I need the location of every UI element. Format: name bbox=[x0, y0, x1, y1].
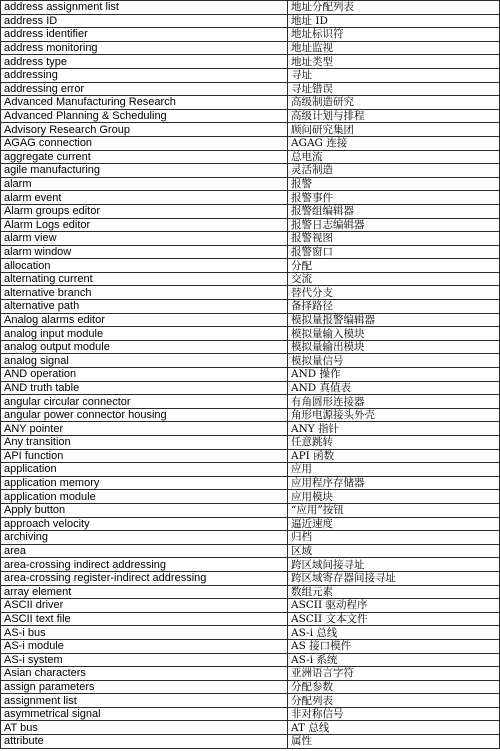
english-term-cell: AND operation bbox=[1, 368, 288, 382]
table-row bbox=[1, 571, 500, 585]
english-term-cell: alternating current bbox=[1, 272, 288, 286]
table-row bbox=[1, 531, 500, 545]
english-term-cell: attribute bbox=[1, 735, 288, 749]
chinese-term-cell: 报警视图 bbox=[288, 232, 500, 246]
table-row bbox=[1, 300, 500, 314]
table-row bbox=[1, 82, 500, 96]
chinese-term-cell: 报警 bbox=[288, 177, 500, 191]
english-term-cell: address monitoring bbox=[1, 41, 288, 55]
english-term-cell: addressing bbox=[1, 68, 288, 82]
table-row bbox=[1, 354, 500, 368]
chinese-term-cell: 角形电源接头外壳 bbox=[288, 408, 500, 422]
table-row bbox=[1, 191, 500, 205]
chinese-term-cell: AS-i 系统 bbox=[288, 653, 500, 667]
table-row bbox=[1, 204, 500, 218]
chinese-term-cell: AS 接口模件 bbox=[288, 639, 500, 653]
table-row bbox=[1, 490, 500, 504]
english-term-cell: Analog alarms editor bbox=[1, 313, 288, 327]
table-row bbox=[1, 340, 500, 354]
english-term-cell: addressing error bbox=[1, 82, 288, 96]
english-term-cell: analog signal bbox=[1, 354, 288, 368]
table-row bbox=[1, 41, 500, 55]
english-term-cell: angular circular connector bbox=[1, 395, 288, 409]
english-term-cell: archiving bbox=[1, 531, 288, 545]
chinese-term-cell: AS-i 总线 bbox=[288, 626, 500, 640]
english-term-cell: AND truth table bbox=[1, 381, 288, 395]
table-row bbox=[1, 327, 500, 341]
chinese-term-cell: 应用 bbox=[288, 463, 500, 477]
english-term-cell: alternative branch bbox=[1, 286, 288, 300]
chinese-term-cell: API 函数 bbox=[288, 449, 500, 463]
table-row bbox=[1, 422, 500, 436]
table-row bbox=[1, 694, 500, 708]
table-row bbox=[1, 259, 500, 273]
table-row bbox=[1, 476, 500, 490]
english-term-cell: area-crossing indirect addressing bbox=[1, 558, 288, 572]
table-row bbox=[1, 626, 500, 640]
english-term-cell: assignment list bbox=[1, 694, 288, 708]
chinese-term-cell: 替代分支 bbox=[288, 286, 500, 300]
chinese-term-cell: 模拟量报警编辑器 bbox=[288, 313, 500, 327]
chinese-term-cell: 亚洲语言字符 bbox=[288, 667, 500, 681]
table-row bbox=[1, 735, 500, 749]
table-row bbox=[1, 408, 500, 422]
table-row bbox=[1, 544, 500, 558]
english-term-cell: AS-i system bbox=[1, 653, 288, 667]
chinese-term-cell: 非对称信号 bbox=[288, 707, 500, 721]
chinese-term-cell: ANY 指针 bbox=[288, 422, 500, 436]
english-term-cell: ASCII text file bbox=[1, 612, 288, 626]
table-row bbox=[1, 55, 500, 69]
table-row bbox=[1, 164, 500, 178]
english-term-cell: asymmetrical signal bbox=[1, 707, 288, 721]
chinese-term-cell: 寻址错误 bbox=[288, 82, 500, 96]
table-row bbox=[1, 599, 500, 613]
table-row bbox=[1, 503, 500, 517]
glossary-body bbox=[1, 1, 500, 749]
table-row bbox=[1, 653, 500, 667]
english-term-cell: alternative path bbox=[1, 300, 288, 314]
chinese-term-cell: 地址分配列表 bbox=[288, 1, 500, 15]
english-term-cell: allocation bbox=[1, 259, 288, 273]
table-row bbox=[1, 28, 500, 42]
chinese-term-cell: AGAG 连接 bbox=[288, 136, 500, 150]
table-row bbox=[1, 395, 500, 409]
chinese-term-cell: 区域 bbox=[288, 544, 500, 558]
chinese-term-cell: 地址标识符 bbox=[288, 28, 500, 42]
english-term-cell: alarm bbox=[1, 177, 288, 191]
english-term-cell: Any transition bbox=[1, 436, 288, 450]
english-term-cell: API function bbox=[1, 449, 288, 463]
chinese-term-cell: 跨区域间接寻址 bbox=[288, 558, 500, 572]
table-row bbox=[1, 177, 500, 191]
table-row bbox=[1, 381, 500, 395]
chinese-term-cell: 跨区域寄存器间接寻址 bbox=[288, 571, 500, 585]
english-term-cell: AGAG connection bbox=[1, 136, 288, 150]
table-row bbox=[1, 150, 500, 164]
table-row bbox=[1, 245, 500, 259]
table-row bbox=[1, 721, 500, 735]
english-term-cell: ASCII driver bbox=[1, 599, 288, 613]
english-term-cell: address assignment list bbox=[1, 1, 288, 15]
chinese-term-cell: 寻址 bbox=[288, 68, 500, 82]
table-row bbox=[1, 558, 500, 572]
english-term-cell: application bbox=[1, 463, 288, 477]
chinese-term-cell: AT 总线 bbox=[288, 721, 500, 735]
chinese-term-cell: 总电流 bbox=[288, 150, 500, 164]
chinese-term-cell: 任意跳转 bbox=[288, 436, 500, 450]
table-row bbox=[1, 109, 500, 123]
english-term-cell: AT bus bbox=[1, 721, 288, 735]
english-term-cell: address identifier bbox=[1, 28, 288, 42]
chinese-term-cell: 数组元素 bbox=[288, 585, 500, 599]
table-row bbox=[1, 272, 500, 286]
english-term-cell: Advanced Planning & Scheduling bbox=[1, 109, 288, 123]
chinese-term-cell: “应用”按钮 bbox=[288, 503, 500, 517]
chinese-term-cell: 分配 bbox=[288, 259, 500, 273]
table-row bbox=[1, 612, 500, 626]
chinese-term-cell: 分配参数 bbox=[288, 680, 500, 694]
english-term-cell: Apply button bbox=[1, 503, 288, 517]
table-row bbox=[1, 707, 500, 721]
table-row bbox=[1, 368, 500, 382]
table-row bbox=[1, 585, 500, 599]
chinese-term-cell: 报警窗口 bbox=[288, 245, 500, 259]
english-term-cell: Advisory Research Group bbox=[1, 123, 288, 137]
english-term-cell: area-crossing register-indirect addressing bbox=[1, 571, 288, 585]
english-term-cell: alarm view bbox=[1, 232, 288, 246]
chinese-term-cell: 地址监视 bbox=[288, 41, 500, 55]
chinese-term-cell: 归档 bbox=[288, 531, 500, 545]
table-row bbox=[1, 96, 500, 110]
english-term-cell: AS-i bus bbox=[1, 626, 288, 640]
english-term-cell: aggregate current bbox=[1, 150, 288, 164]
table-row bbox=[1, 14, 500, 28]
table-row bbox=[1, 436, 500, 450]
chinese-term-cell: 灵活制造 bbox=[288, 164, 500, 178]
table-row bbox=[1, 136, 500, 150]
table-row bbox=[1, 218, 500, 232]
chinese-term-cell: 报警日志编辑器 bbox=[288, 218, 500, 232]
chinese-term-cell: 模拟量信号 bbox=[288, 354, 500, 368]
table-row bbox=[1, 232, 500, 246]
chinese-term-cell: 高级制造研究 bbox=[288, 96, 500, 110]
english-term-cell: agile manufacturing bbox=[1, 164, 288, 178]
chinese-term-cell: 报警组编辑器 bbox=[288, 204, 500, 218]
english-term-cell: application memory bbox=[1, 476, 288, 490]
table-row bbox=[1, 667, 500, 681]
chinese-term-cell: 顾问研究集团 bbox=[288, 123, 500, 137]
english-term-cell: Alarm groups editor bbox=[1, 204, 288, 218]
chinese-term-cell: 高级计划与排程 bbox=[288, 109, 500, 123]
table-row bbox=[1, 463, 500, 477]
english-term-cell: analog output module bbox=[1, 340, 288, 354]
chinese-term-cell: 备择路径 bbox=[288, 300, 500, 314]
english-term-cell: alarm window bbox=[1, 245, 288, 259]
english-term-cell: Alarm Logs editor bbox=[1, 218, 288, 232]
table-row bbox=[1, 286, 500, 300]
table-row bbox=[1, 68, 500, 82]
table-row bbox=[1, 639, 500, 653]
table-row bbox=[1, 313, 500, 327]
english-term-cell: address type bbox=[1, 55, 288, 69]
chinese-term-cell: 属性 bbox=[288, 735, 500, 749]
table-row bbox=[1, 123, 500, 137]
chinese-term-cell: 应用程序存储器 bbox=[288, 476, 500, 490]
table-row bbox=[1, 517, 500, 531]
english-term-cell: assign parameters bbox=[1, 680, 288, 694]
english-term-cell: address ID bbox=[1, 14, 288, 28]
chinese-term-cell: 有角圆形连接器 bbox=[288, 395, 500, 409]
english-term-cell: Asian characters bbox=[1, 667, 288, 681]
english-term-cell: analog input module bbox=[1, 327, 288, 341]
english-term-cell: approach velocity bbox=[1, 517, 288, 531]
chinese-term-cell: 分配列表 bbox=[288, 694, 500, 708]
chinese-term-cell: ASCII 驱动程序 bbox=[288, 599, 500, 613]
english-term-cell: AS-i module bbox=[1, 639, 288, 653]
chinese-term-cell: 报警事件 bbox=[288, 191, 500, 205]
english-term-cell: Advanced Manufacturing Research bbox=[1, 96, 288, 110]
chinese-term-cell: ASCII 文本文件 bbox=[288, 612, 500, 626]
chinese-term-cell: AND 真值表 bbox=[288, 381, 500, 395]
english-term-cell: array element bbox=[1, 585, 288, 599]
chinese-term-cell: 地址类型 bbox=[288, 55, 500, 69]
english-term-cell: application module bbox=[1, 490, 288, 504]
chinese-term-cell: 模拟量输入模块 bbox=[288, 327, 500, 341]
chinese-term-cell: AND 操作 bbox=[288, 368, 500, 382]
table-row bbox=[1, 680, 500, 694]
chinese-term-cell: 逼近速度 bbox=[288, 517, 500, 531]
chinese-term-cell: 交流 bbox=[288, 272, 500, 286]
table-row bbox=[1, 449, 500, 463]
english-term-cell: ANY pointer bbox=[1, 422, 288, 436]
chinese-term-cell: 应用模块 bbox=[288, 490, 500, 504]
table-row bbox=[1, 1, 500, 15]
english-term-cell: alarm event bbox=[1, 191, 288, 205]
english-term-cell: angular power connector housing bbox=[1, 408, 288, 422]
english-term-cell: area bbox=[1, 544, 288, 558]
chinese-term-cell: 地址 ID bbox=[288, 14, 500, 28]
chinese-term-cell: 模拟量输出模块 bbox=[288, 340, 500, 354]
